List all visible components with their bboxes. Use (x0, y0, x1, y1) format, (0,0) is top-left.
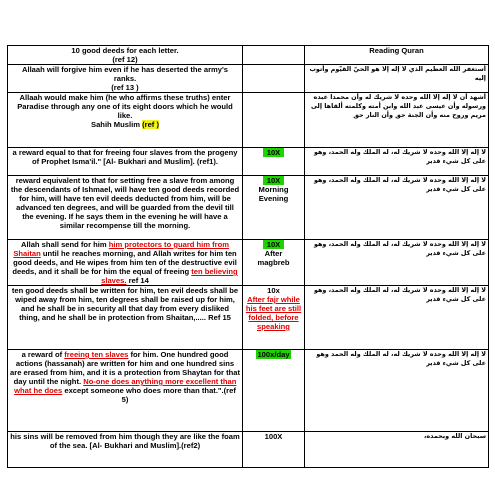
deeds-table (7, 45, 489, 468)
count-cell (243, 148, 305, 176)
table-row (8, 148, 489, 176)
count-cell: 10X Morning Evening (243, 176, 305, 240)
reward-text: a reward equal to that for freeing four slaves from the progeny of Prophet Isma'il." [Al- Bukhari and Muslim]. (ref1). (8, 148, 243, 176)
header-reading-quran: Reading Quran (305, 46, 489, 65)
table-row (8, 350, 489, 432)
reward-text: his sins will be removed from him though they are like the foam of the sea. [Al- Bukhari and Muslim].(ref2) (8, 432, 243, 468)
count-cell (243, 350, 305, 432)
dhikr-text: سبحان الله وبحمده، (305, 432, 489, 468)
count-cell (243, 93, 305, 148)
count-cell: 10x After fajr while his feet are still folded, before speaking (243, 286, 305, 350)
table-row (8, 46, 489, 65)
dhikr-text: لا إله إلا الله وحده لا شريك له، له الملك وله الحمد، وهو على كل شيء قدير (305, 176, 489, 240)
dhikr-text: لا إله إلا الله وحده لا شريك له، له الملك وله الحمد، وهو على كل شيء قدير (305, 240, 489, 286)
table-row (8, 176, 489, 240)
count-cell (243, 65, 305, 93)
header-count (243, 46, 305, 65)
dhikr-text: أشهد أن لا إله إلا الله وحده لا شريك له وأن محمدا عبده ورسوله وأن عيسى عبد الله وابن أمته وكلمته ألقاها إلى مريم وروح منه وأن الجنة حق وأن النار حق (305, 93, 489, 148)
count-cell: 100X (243, 432, 305, 468)
dhikr-text: لا إله إلا الله وحده لا شريك له، له الملك وله الحمد، وهو على كل شيء قدير (305, 286, 489, 350)
count-badge: 10X (263, 240, 285, 249)
table-row (8, 93, 489, 148)
reward-text: Allah shall send for him him protectors to guard him from Shaitan until he reaches morning, and Allah writes for him ten good deeds, and He wipes from him ten of the destructive evil deeds, and it shall be for him the equal of freeing ten believing slaves. ref 14 (8, 240, 243, 286)
reward-text: reward equivalent to that for setting free a slave from among the descendants of Ishmael, will have ten good deeds recorded for him, will have ten evil deeds deducted from him, will be advanced ten degrees, and will be guarded from the devil till the evening. If he says them in the evening he will have a similar recompense till the morning. (8, 176, 243, 240)
count-cell: 10X After magbreb (243, 240, 305, 286)
reward-text: ten good deeds shall be written for him, ten evil deeds shall be wiped away from him, ten degrees shall be raised up for him, and he shall be in security all that day from every disliked thing, and he shall be in protection from Shaitan,..... Ref 15 (8, 286, 243, 350)
reward-text: Allaah would make him (he who affirms these truths) enter Paradise through any one of its eight doors which he would like. Sahih Muslim (ref ) (8, 93, 243, 148)
count-badge: 100x/day (257, 350, 290, 359)
timing-note: After fajr while his feet are still folded, before speaking (245, 295, 302, 331)
table-row (8, 65, 489, 93)
table-row (8, 286, 489, 350)
reward-text: Allaah will forgive him even if he has deserted the army's ranks. (ref 13 ) (8, 65, 243, 93)
count-badge: 10X (263, 176, 285, 185)
dhikr-text: لا إله إلا الله وحده لا شريك له، له الملك وله الحمد، وهو على كل شيء قدير (305, 148, 489, 176)
dhikr-text: لا إله إلا الله وحده لا شريك له، له الملك وله الحمد وهو على كل شيء قدير (305, 350, 489, 432)
table-row (8, 240, 489, 286)
reward-text: a reward of freeing ten slaves for him. One hundred good actions (hassanah) are written for him and one hundred sins are erased from him, and it is a protection from Shaytan for that day until the night. No-one does anything more excellent than what he does except someone who does more than that.".(ref 5) (8, 350, 243, 432)
count-badge: 10X (263, 148, 285, 157)
table-row (8, 432, 489, 468)
header-deeds: 10 good deeds for each letter. (ref 12) (8, 46, 243, 65)
dhikr-text: أستغفر الله العظيم الذي لا إله إلا هو الحيّ القيّوم وأتوب إليه (305, 65, 489, 93)
ref-highlight: (ref ) (142, 120, 159, 129)
